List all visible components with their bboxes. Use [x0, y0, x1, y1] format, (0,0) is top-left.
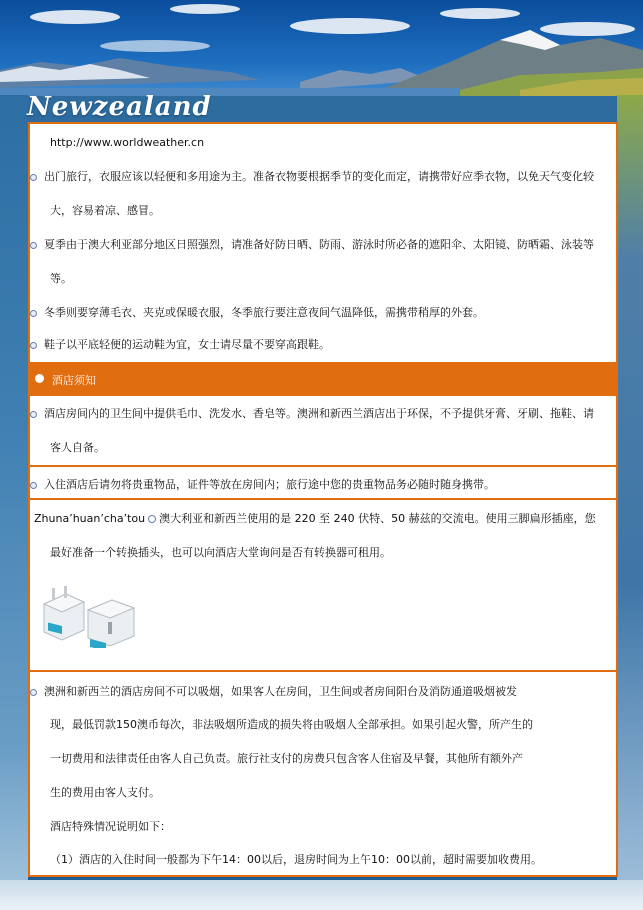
hotel-notice-bar: [30, 362, 616, 396]
divider: [30, 465, 616, 467]
bullet-dot-icon: [35, 374, 44, 383]
special-notes-heading: 酒店特殊情况说明如下：: [50, 820, 171, 833]
adapter-note-line-2: 最好准备一个转换插头，也可以向酒店大堂询问是否有转换器可租用。: [50, 546, 391, 559]
clothing-item-2-line-1: 夏季由于澳大利亚部分地区日照强烈，请准备好防日晒、防雨、游泳时所必备的遮阳伞、太阳镜、防晒霜、泳装等: [44, 238, 594, 251]
clothing-item-1-line-1: 出门旅行，衣服应该以轻便和多用途为主。准备衣物要根据季节的变化而定，请携带好应季衣物，以免天气变化较: [44, 170, 594, 183]
smoking-line-4: 生的费用由客人支付。: [50, 786, 160, 799]
hotel-toiletries-line-1: 酒店房间内的卫生间中提供毛巾、洗发水、香皂等。澳洲和新西兰酒店出于环保，不予提供牙膏、牙刷、拖鞋、请: [44, 407, 594, 420]
logo-text: Newzealand: [27, 92, 212, 122]
checkin-time-note: （1）酒店的入住时间一般都为下午14：00以后，退房时间为上午10：00以前，超时需要加收费用。: [50, 853, 542, 866]
left-border: [0, 95, 28, 910]
valuables-note: 入住酒店后请勿将贵重物品，证件等放在房间内；旅行途中您的贵重物品务必随时随身携带。: [44, 478, 495, 491]
content-card: [28, 122, 618, 877]
divider: [30, 670, 616, 672]
plug-adapter-image: [38, 586, 138, 648]
clothing-item-1-line-2: 大，容易着凉、感冒。: [50, 204, 160, 217]
bottom-border: [0, 880, 643, 910]
smoking-line-1: 澳洲和新西兰的酒店房间不可以吸烟，如果客人在房间，卫生间或者房间阳台及消防通道吸烟被发: [44, 685, 517, 698]
adapter-note-line-1: [34, 512, 596, 526]
divider: [30, 498, 616, 500]
hotel-notice-title: 酒店须知: [52, 374, 96, 387]
clothing-item-3: 冬季则要穿薄毛衣、夹克或保暖衣服，冬季旅行要注意夜间气温降低，需携带稍厚的外套。: [44, 306, 484, 319]
smoking-line-2: 现，最低罚款150澳币每次，非法吸烟所造成的损失将由吸烟人全部承担。如果引起火警，所产生的: [50, 718, 533, 731]
bullet-icon: [148, 515, 156, 523]
right-border: [617, 95, 643, 910]
clothing-item-2-line-2: 等。: [50, 272, 72, 285]
weather-link[interactable]: http://www.worldweather.cn: [50, 136, 205, 149]
clothing-item-4: 鞋子以平底轻便的运动鞋为宜，女士请尽量不要穿高跟鞋。: [44, 338, 330, 351]
hotel-toiletries-line-2: 客人自备。: [50, 441, 105, 454]
adapter-voltage-text: 澳大利亚和新西兰使用的是 220 至 240 伏特、50 赫兹的交流电。使用三脚扁形插座，您: [159, 512, 596, 525]
adapter-pinyin-label: Zhuna’huan’cha’tou: [34, 512, 146, 525]
smoking-line-3: 一切费用和法律责任由客人自己负责。旅行社支付的房费只包含客人住宿及早餐，其他所有额外产: [50, 752, 523, 765]
